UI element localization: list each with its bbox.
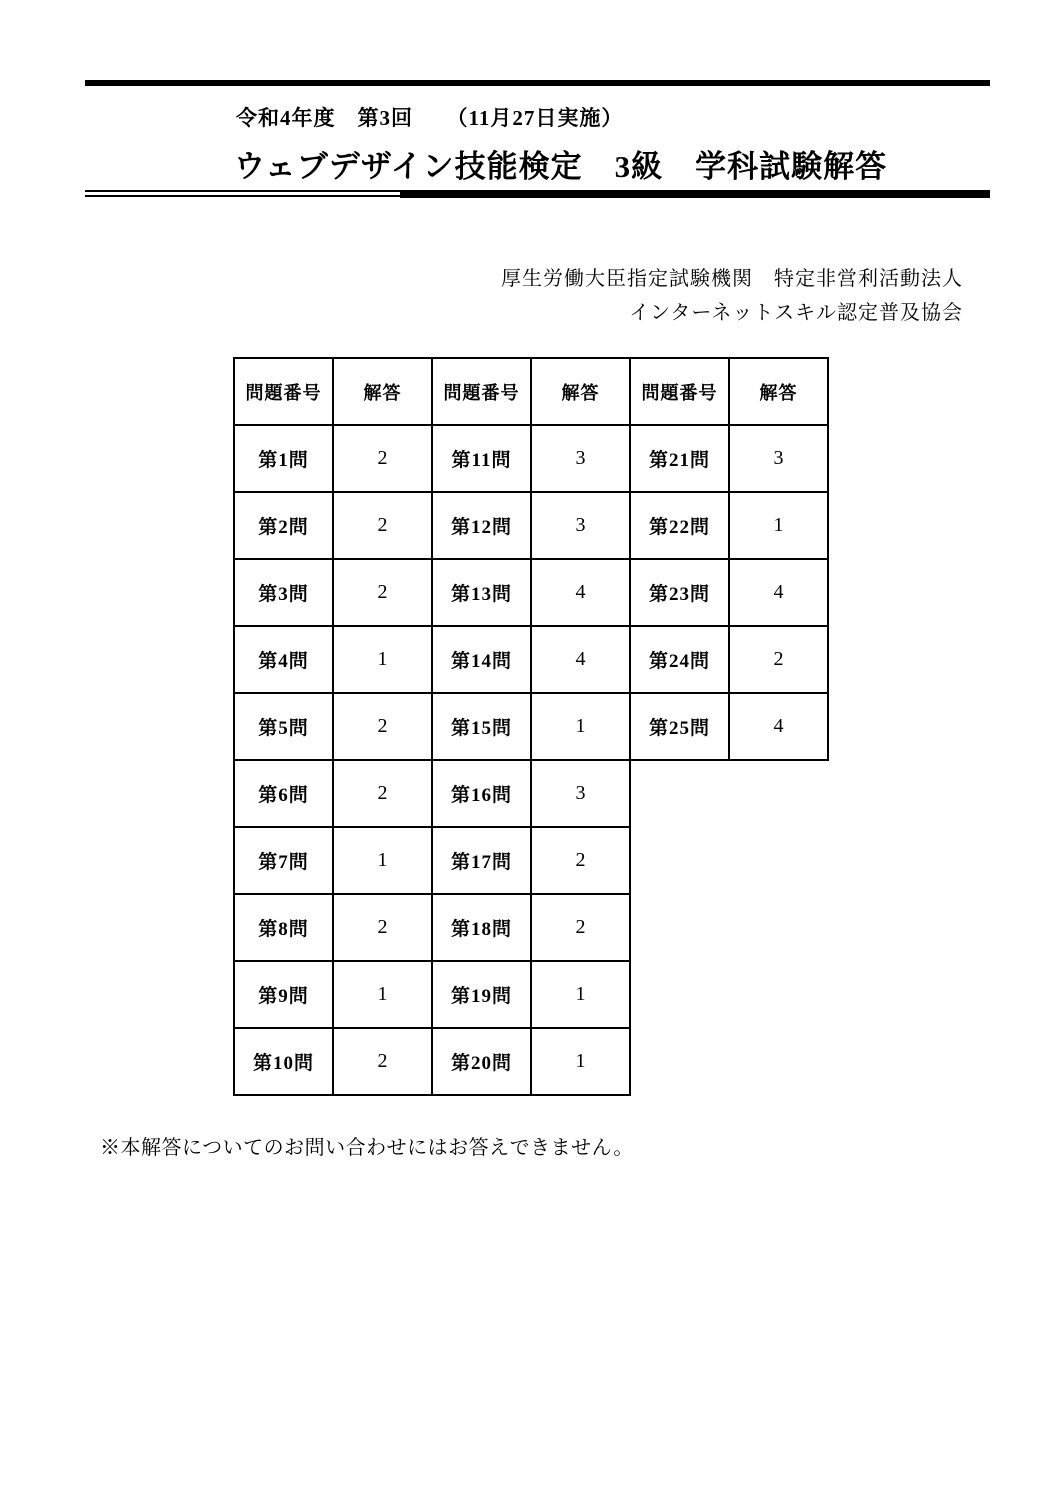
answer-value-cell: 2 — [333, 425, 432, 492]
organization-block — [501, 262, 963, 330]
question-number-cell: 第12問 — [432, 492, 531, 559]
table-row — [234, 425, 828, 492]
answer-value-cell: 1 — [531, 1028, 630, 1095]
title-divider-rule — [85, 190, 990, 198]
exam-session-line: 令和4年度 第3回 （11月27日実施） — [236, 106, 624, 130]
table-row — [234, 760, 828, 827]
question-number-cell: 第1問 — [234, 425, 333, 492]
column-header-question: 問題番号 — [234, 358, 333, 425]
question-number-cell: 第20問 — [432, 1028, 531, 1095]
question-number-cell: 第9問 — [234, 961, 333, 1028]
answer-table — [233, 357, 829, 1096]
table-row — [234, 559, 828, 626]
question-number-cell: 第4問 — [234, 626, 333, 693]
answer-value-cell: 2 — [333, 492, 432, 559]
answer-value-cell: 4 — [531, 626, 630, 693]
answer-value-cell: 3 — [531, 492, 630, 559]
top-rule — [85, 80, 990, 86]
answer-value-cell: 2 — [333, 760, 432, 827]
question-number-cell: 第19問 — [432, 961, 531, 1028]
table-row — [234, 492, 828, 559]
question-number-cell: 第2問 — [234, 492, 333, 559]
table-row — [234, 894, 828, 961]
blank-cell — [729, 894, 828, 961]
blank-cell — [630, 760, 729, 827]
answer-value-cell: 2 — [333, 559, 432, 626]
answer-value-cell: 2 — [531, 827, 630, 894]
answer-value-cell: 3 — [531, 760, 630, 827]
question-number-cell: 第21問 — [630, 425, 729, 492]
question-number-cell: 第10問 — [234, 1028, 333, 1095]
answer-value-cell: 2 — [333, 894, 432, 961]
column-header-question: 問題番号 — [432, 358, 531, 425]
answer-value-cell: 1 — [531, 961, 630, 1028]
answer-table-body — [234, 425, 828, 1095]
table-row — [234, 827, 828, 894]
answer-value-cell: 4 — [729, 693, 828, 760]
answer-value-cell: 2 — [729, 626, 828, 693]
answer-value-cell: 3 — [531, 425, 630, 492]
blank-cell — [729, 961, 828, 1028]
question-number-cell: 第25問 — [630, 693, 729, 760]
divider-thick-line — [400, 190, 990, 198]
column-header-answer: 解答 — [333, 358, 432, 425]
answer-value-cell: 4 — [531, 559, 630, 626]
page-title: ウェブデザイン技能検定 3級 学科試験解答 — [234, 149, 888, 184]
answer-value-cell: 1 — [333, 626, 432, 693]
question-number-cell: 第24問 — [630, 626, 729, 693]
footnote: ※本解答についてのお問い合わせにはお答えできません。 — [100, 1137, 634, 1159]
column-header-answer: 解答 — [531, 358, 630, 425]
column-header-answer: 解答 — [729, 358, 828, 425]
question-number-cell: 第6問 — [234, 760, 333, 827]
table-header-row — [234, 358, 828, 425]
answer-value-cell: 1 — [333, 827, 432, 894]
question-number-cell: 第18問 — [432, 894, 531, 961]
question-number-cell: 第17問 — [432, 827, 531, 894]
question-number-cell: 第14問 — [432, 626, 531, 693]
question-number-cell: 第15問 — [432, 693, 531, 760]
table-row — [234, 693, 828, 760]
question-number-cell: 第22問 — [630, 492, 729, 559]
answer-value-cell: 1 — [333, 961, 432, 1028]
answer-value-cell: 1 — [531, 693, 630, 760]
blank-cell — [630, 827, 729, 894]
organization-line-1: 厚生労働大臣指定試験機関 特定非営利活動法人 — [501, 268, 963, 290]
table-row — [234, 961, 828, 1028]
answer-value-cell: 3 — [729, 425, 828, 492]
table-row — [234, 626, 828, 693]
column-header-question: 問題番号 — [630, 358, 729, 425]
blank-cell — [630, 961, 729, 1028]
organization-line-2: インターネットスキル認定普及協会 — [629, 302, 963, 324]
answer-value-cell: 2 — [333, 1028, 432, 1095]
answer-value-cell: 2 — [333, 693, 432, 760]
blank-cell — [630, 894, 729, 961]
question-number-cell: 第16問 — [432, 760, 531, 827]
question-number-cell: 第8問 — [234, 894, 333, 961]
answer-value-cell: 4 — [729, 559, 828, 626]
blank-cell — [729, 1028, 828, 1095]
blank-cell — [630, 1028, 729, 1095]
question-number-cell: 第3問 — [234, 559, 333, 626]
question-number-cell: 第13問 — [432, 559, 531, 626]
blank-cell — [729, 760, 828, 827]
answer-value-cell: 2 — [531, 894, 630, 961]
blank-cell — [729, 827, 828, 894]
question-number-cell: 第5問 — [234, 693, 333, 760]
divider-double-line — [85, 190, 400, 197]
table-row — [234, 1028, 828, 1095]
question-number-cell: 第23問 — [630, 559, 729, 626]
question-number-cell: 第11問 — [432, 425, 531, 492]
question-number-cell: 第7問 — [234, 827, 333, 894]
answer-value-cell: 1 — [729, 492, 828, 559]
